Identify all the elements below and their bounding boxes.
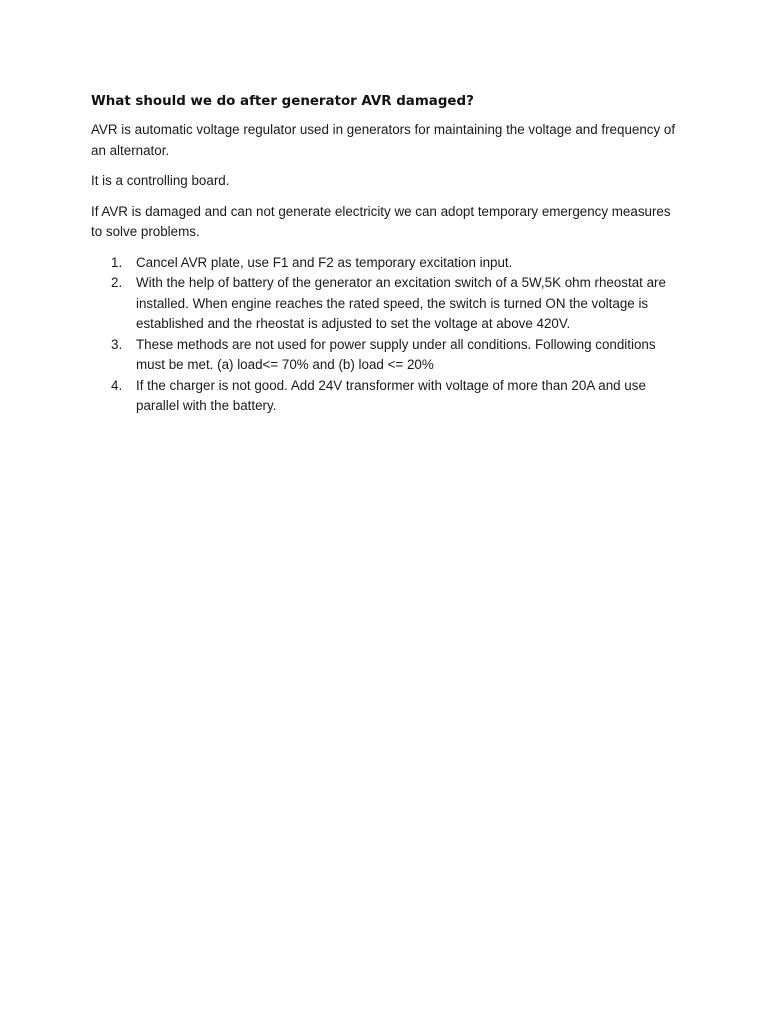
list-item-number: 1. bbox=[111, 254, 123, 270]
paragraph-controlling-board: It is a controlling board. bbox=[91, 173, 230, 188]
list-item-number: 3. bbox=[111, 336, 123, 352]
list-item-number: 4. bbox=[111, 377, 123, 393]
list-item bbox=[91, 273, 683, 335]
list-item-number: 2. bbox=[111, 275, 123, 290]
document-body bbox=[91, 92, 683, 417]
list-item-text: Cancel AVR plate, use F1 and F2 as temporary excitation input. bbox=[136, 254, 513, 270]
list-item bbox=[91, 253, 683, 274]
list-item bbox=[91, 376, 683, 417]
list-item-text: These methods are not used for power supply under all conditions. Following conditions must be met. (a) load<= 70% and (b) load <= 20% bbox=[136, 336, 656, 372]
paragraph-emergency-measures: If AVR is damaged and can not generate electricity we can adopt temporary emergency measures to solve problems. bbox=[91, 203, 671, 239]
document-title: What should we do after generator AVR damaged? bbox=[91, 94, 474, 109]
list-item-text: If the charger is not good. Add 24V transformer with voltage of more than 20A and use parallel with the battery. bbox=[136, 377, 646, 413]
steps-list bbox=[91, 253, 683, 417]
list-item-text: With the help of battery of the generator an excitation switch of a 5W,5K ohm rheostat are installed. When engine reaches the rated speed, the switch is turned ON the voltage is established and the rheostat is adjusted to set the voltage at above 420V. bbox=[136, 275, 666, 331]
paragraph-definition: AVR is automatic voltage regulator used in generators for maintaining the voltage and frequency of an alternator. bbox=[91, 122, 676, 158]
list-item bbox=[91, 335, 683, 376]
